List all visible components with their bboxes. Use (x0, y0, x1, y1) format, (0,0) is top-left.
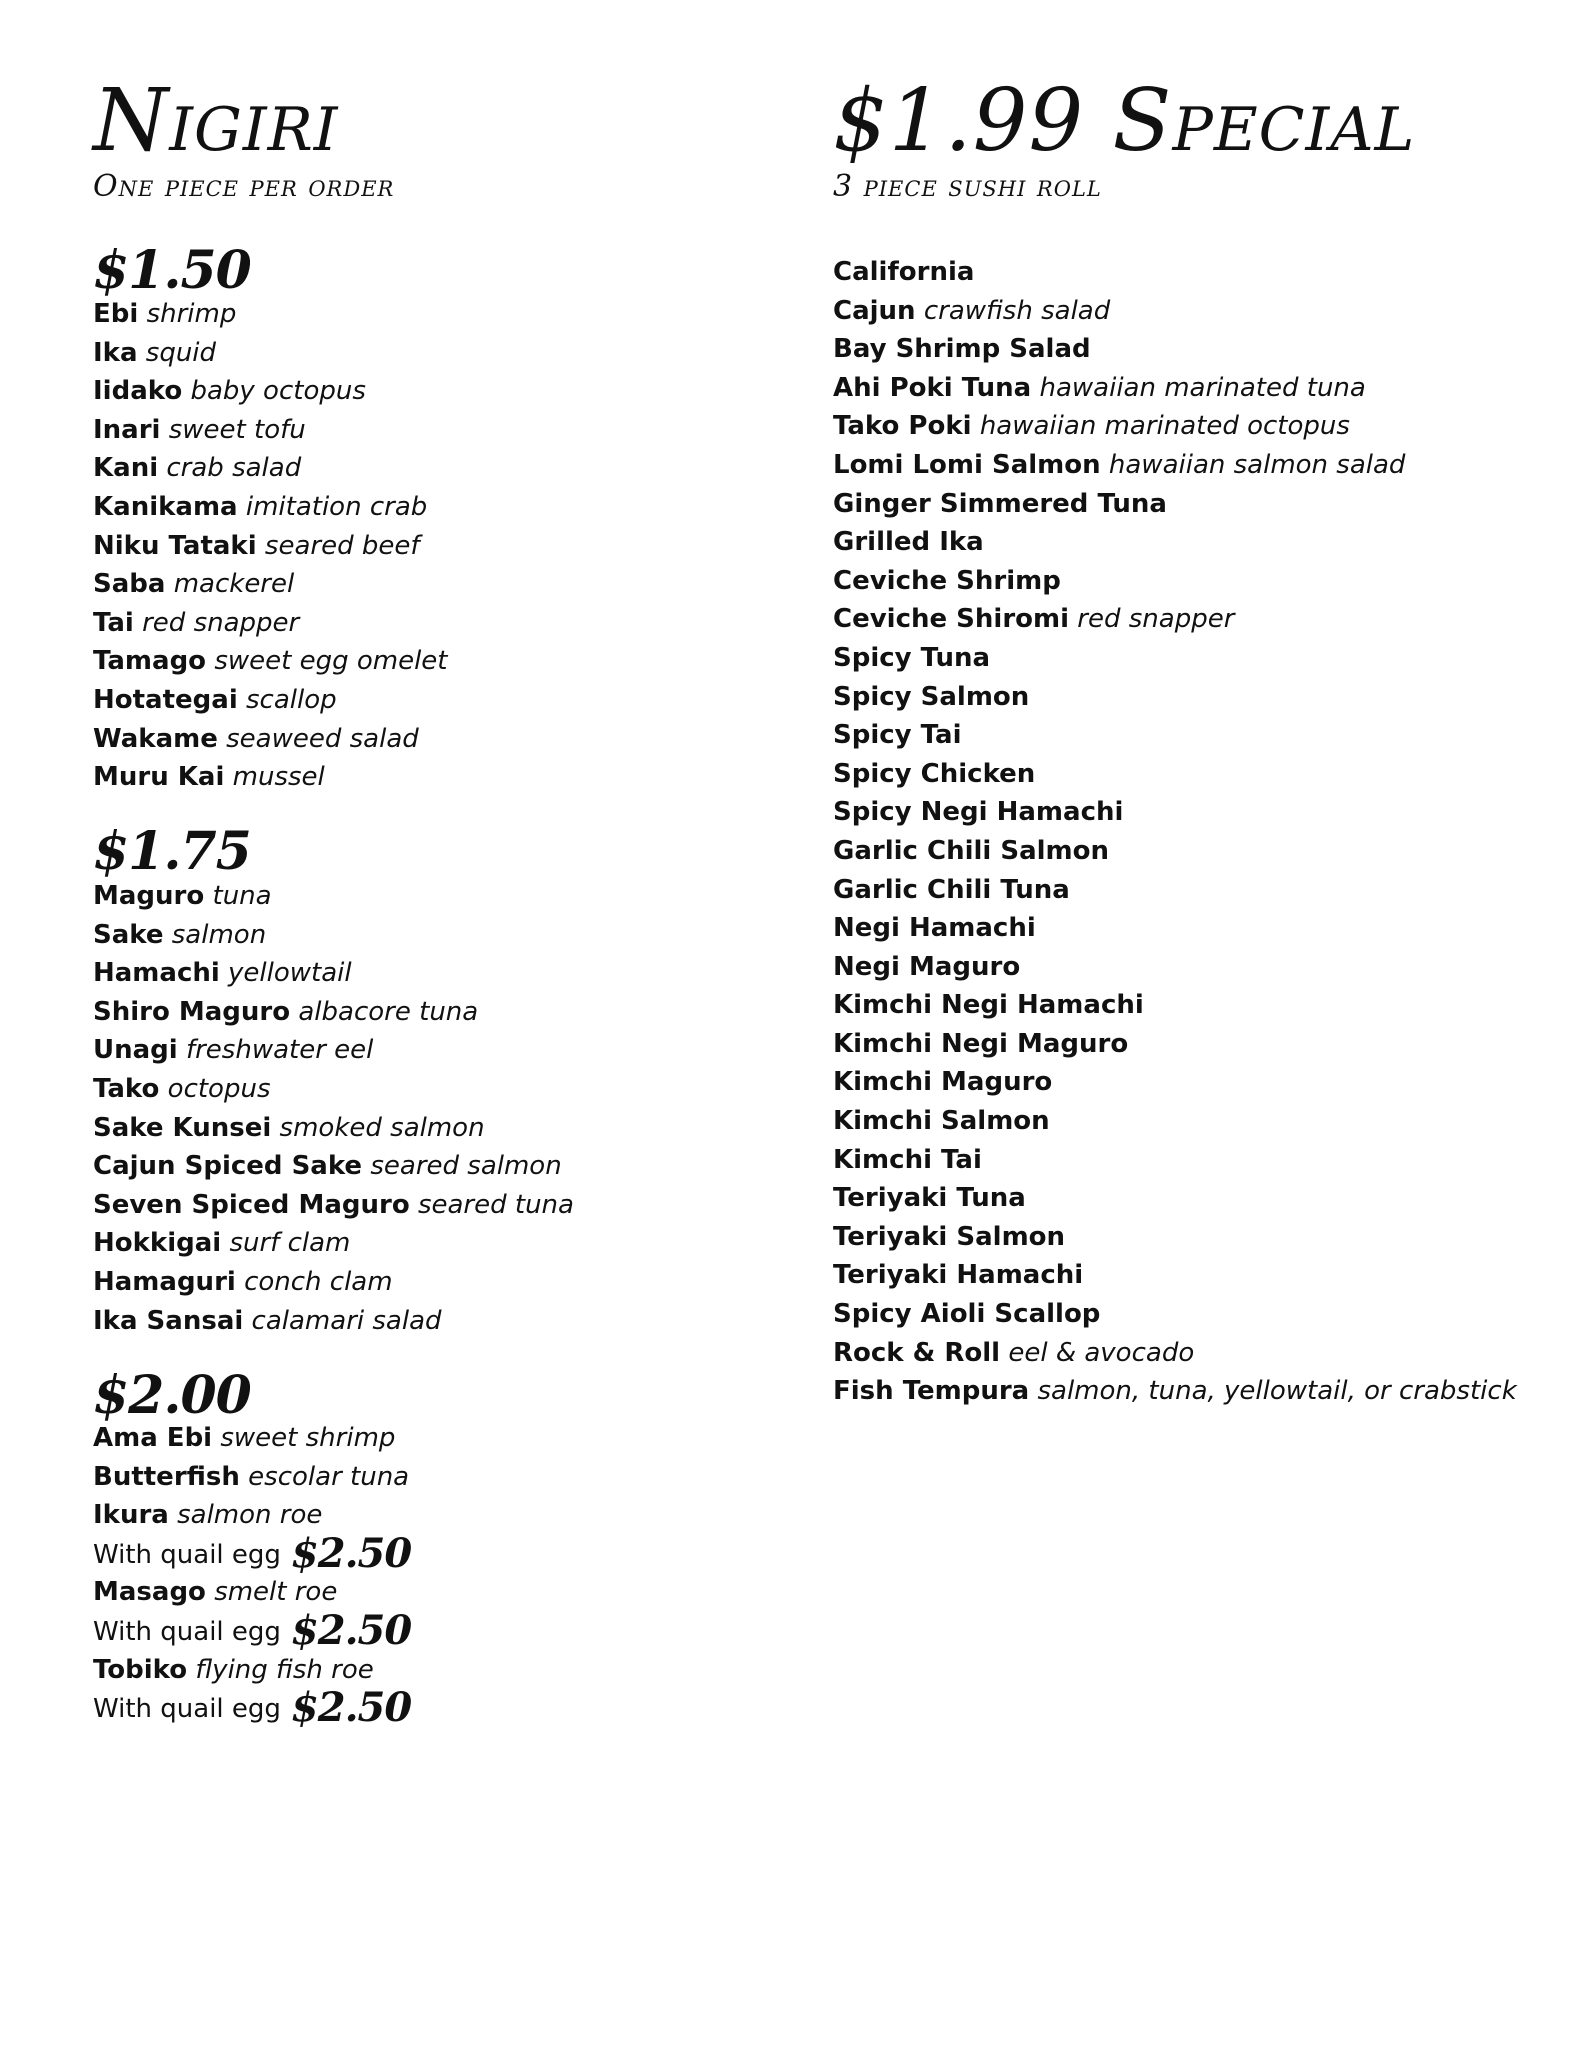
menu-item (833, 369, 1517, 408)
menu-item (833, 600, 1517, 639)
item-name: Hokkigai (93, 1228, 222, 1259)
item-description: shrimp (146, 299, 237, 329)
item-name: Garlic Chili Tuna (833, 874, 1070, 905)
menu-item (93, 411, 448, 450)
nigiri-subtitle: One piece per order (93, 169, 395, 204)
item-name: Teriyaki Salmon (833, 1221, 1066, 1252)
item-name: Tobiko (93, 1654, 188, 1685)
item-description: salmon, tuna, yellowtail, or crabstick (1037, 1376, 1517, 1407)
menu-item (93, 1684, 412, 1732)
item-name: Tamago (93, 646, 207, 677)
menu-item (93, 681, 448, 720)
item-name: Muru Kai (93, 762, 225, 793)
item-description: mackerel (173, 569, 295, 600)
menu-item (833, 562, 1517, 601)
item-name: Kimchi Maguro (833, 1067, 1053, 1098)
menu-item (93, 916, 574, 955)
item-name: Kanikama (93, 491, 238, 522)
menu-item (93, 1419, 411, 1458)
menu-item (833, 678, 1517, 717)
menu-item (93, 488, 448, 527)
menu-item (93, 334, 448, 373)
menu-item (833, 292, 1517, 331)
quail-egg-price: $2.50 (290, 1606, 412, 1654)
item-description: yellowtail (228, 958, 352, 989)
item-name: Sake (93, 919, 164, 950)
special-subtitle: 3 piece sushi roll (833, 169, 1102, 204)
item-description: squid (145, 337, 217, 368)
item-description: mussel (232, 762, 325, 793)
item-description: scallop (246, 684, 337, 715)
item-name: Garlic Chili Salmon (833, 835, 1110, 866)
item-name: Seven Spiced Maguro (93, 1189, 410, 1220)
item-name: Kani (93, 453, 159, 484)
menu-item (833, 1218, 1517, 1257)
item-name: Ceviche Shiromi (833, 604, 1070, 635)
quail-egg-price: $2.50 (290, 1529, 412, 1577)
item-description: surf clam (229, 1228, 351, 1259)
menu-item (833, 1256, 1517, 1295)
item-name: Saba (93, 569, 166, 600)
menu-item (93, 1606, 412, 1654)
menu-item (93, 720, 448, 759)
menu-item (833, 485, 1517, 524)
item-name: Spicy Chicken (833, 758, 1036, 789)
menu-item (833, 1063, 1517, 1102)
menu-item (833, 639, 1517, 678)
menu-item (833, 253, 1517, 292)
item-description: sweet egg omelet (214, 646, 448, 677)
item-name: Ceviche Shrimp (833, 565, 1061, 596)
item-name: Spicy Tai (833, 720, 962, 751)
item-description: flying fish roe (195, 1654, 374, 1685)
item-name: Cajun (833, 295, 916, 326)
menu-item (833, 1179, 1517, 1218)
menu-item (833, 1141, 1517, 1180)
item-name: Kimchi Salmon (833, 1106, 1050, 1137)
item-description: hawaiian marinated octopus (979, 411, 1350, 442)
item-name: Negi Maguro (833, 951, 1021, 982)
item-name: Masago (93, 1577, 206, 1608)
item-description: eel & avocado (1008, 1337, 1195, 1368)
item-name: Teriyaki Hamachi (833, 1260, 1084, 1291)
item-name: Spicy Negi Hamachi (833, 797, 1124, 828)
menu-item (93, 604, 448, 643)
menu-item (833, 1295, 1517, 1334)
quail-egg-price: $2.50 (290, 1684, 412, 1732)
item-name: California (833, 257, 975, 287)
item-name: Teriyaki Tuna (833, 1183, 1026, 1214)
item-description: octopus (167, 1073, 271, 1104)
item-description: smelt roe (214, 1577, 338, 1608)
item-description: sweet shrimp (220, 1423, 396, 1453)
menu-item (93, 1147, 574, 1186)
menu-item (93, 1031, 574, 1070)
menu-item (93, 993, 574, 1032)
menu-item (93, 1458, 411, 1497)
item-description: conch clam (244, 1266, 393, 1297)
item-name: Grilled Ika (833, 527, 984, 558)
item-name: Shiro Maguro (93, 996, 291, 1027)
item-name: Ahi Poki Tuna (833, 372, 1032, 403)
item-name: Ginger Simmered Tuna (833, 488, 1167, 519)
item-name: Bay Shrimp Salad (833, 334, 1091, 365)
menu-item (93, 877, 574, 916)
item-name: Ika (93, 337, 138, 368)
item-name: Tako Poki (833, 411, 972, 442)
quail-egg-option: With quail egg (93, 1616, 281, 1647)
item-name: Butterfish (93, 1461, 240, 1492)
menu-item (93, 527, 448, 566)
item-name: Iidako (93, 376, 183, 407)
item-name: Lomi Lomi Salmon (833, 449, 1101, 480)
menu-item (833, 407, 1517, 446)
menu-item (93, 1224, 574, 1263)
menu-item (93, 758, 448, 797)
menu-item (833, 909, 1517, 948)
item-description: seaweed salad (226, 723, 419, 754)
item-description: imitation crab (245, 491, 428, 522)
item-description: hawaiian marinated tuna (1039, 372, 1366, 403)
item-description: escolar tuna (248, 1461, 410, 1492)
item-name: Fish Tempura (833, 1376, 1030, 1407)
menu-item (833, 330, 1517, 369)
menu-item (93, 1109, 574, 1148)
item-name: Hamaguri (93, 1266, 236, 1297)
item-name: Inari (93, 414, 161, 445)
menu-item (93, 1529, 412, 1577)
nigiri-list-1-50 (93, 295, 448, 797)
item-name: Spicy Salmon (833, 681, 1030, 712)
menu-item (833, 1102, 1517, 1141)
menu-item (93, 1070, 574, 1109)
price-heading-1-50: $1.50 (93, 240, 251, 301)
item-description: freshwater eel (185, 1035, 374, 1066)
menu-item (833, 523, 1517, 562)
nigiri-list-2-00 (93, 1419, 412, 1732)
menu-item (833, 986, 1517, 1025)
item-name: Ebi (93, 299, 139, 329)
item-description: tuna (212, 881, 272, 911)
nigiri-list-1-75 (93, 877, 574, 1340)
menu-item (833, 832, 1517, 871)
item-description: smoked salmon (279, 1112, 485, 1143)
menu-item (833, 948, 1517, 987)
item-name: Kimchi Tai (833, 1144, 982, 1175)
quail-egg-option: With quail egg (93, 1539, 281, 1570)
item-description: calamari salad (251, 1305, 442, 1336)
special-roll-list (833, 253, 1517, 1411)
item-name: Spicy Aioli Scallop (833, 1299, 1101, 1330)
item-description: albacore tuna (298, 996, 479, 1027)
item-name: Niku Tataki (93, 530, 257, 561)
item-description: salmon (171, 919, 267, 950)
item-name: Wakame (93, 723, 218, 754)
item-name: Tako (93, 1073, 160, 1104)
item-name: Kimchi Negi Hamachi (833, 990, 1144, 1021)
menu-item (93, 1302, 574, 1341)
menu-item (93, 1186, 574, 1225)
item-name: Maguro (93, 881, 205, 911)
menu-item (833, 1334, 1517, 1373)
menu-item (93, 372, 448, 411)
item-description: salmon roe (177, 1500, 323, 1531)
item-name: Hamachi (93, 958, 220, 989)
special-title: $1.99 Special (833, 71, 1416, 171)
item-name: Cajun Spiced Sake (93, 1151, 363, 1182)
menu-item (93, 1496, 411, 1535)
item-name: Sake Kunsei (93, 1112, 272, 1143)
menu-item (833, 716, 1517, 755)
menu-item (93, 449, 448, 488)
item-name: Negi Hamachi (833, 913, 1036, 944)
item-description: red snapper (142, 607, 300, 638)
item-description: crab salad (166, 453, 302, 484)
quail-egg-option: With quail egg (93, 1694, 281, 1725)
menu-item (833, 755, 1517, 794)
item-name: Rock & Roll (833, 1337, 1001, 1368)
item-description: seared beef (264, 530, 420, 561)
menu-item (93, 954, 574, 993)
item-name: Hotategai (93, 684, 238, 715)
item-name: Spicy Tuna (833, 642, 991, 673)
item-description: sweet tofu (168, 414, 306, 445)
item-name: Kimchi Negi Maguro (833, 1028, 1129, 1059)
menu-item (833, 1372, 1517, 1411)
item-description: seared tuna (417, 1189, 574, 1220)
item-name: Ikura (93, 1500, 169, 1531)
price-heading-2-00: $2.00 (93, 1365, 251, 1426)
menu-item (833, 1025, 1517, 1064)
price-heading-1-75: $1.75 (93, 821, 251, 882)
menu-item (93, 565, 448, 604)
nigiri-title: Nigiri (93, 71, 339, 171)
item-description: baby octopus (190, 376, 366, 407)
item-name: Unagi (93, 1035, 178, 1066)
menu-item (833, 446, 1517, 485)
menu-item (833, 793, 1517, 832)
item-description: red snapper (1077, 604, 1235, 635)
menu-item (93, 295, 448, 334)
menu-item (93, 642, 448, 681)
item-name: Ama Ebi (93, 1423, 213, 1453)
item-name: Ika Sansai (93, 1305, 244, 1336)
item-description: seared salmon (370, 1151, 562, 1182)
menu-item (833, 871, 1517, 910)
item-description: hawaiian salmon salad (1108, 449, 1406, 480)
item-name: Tai (93, 607, 134, 638)
item-description: crawfish salad (923, 295, 1111, 326)
menu-item (93, 1263, 574, 1302)
